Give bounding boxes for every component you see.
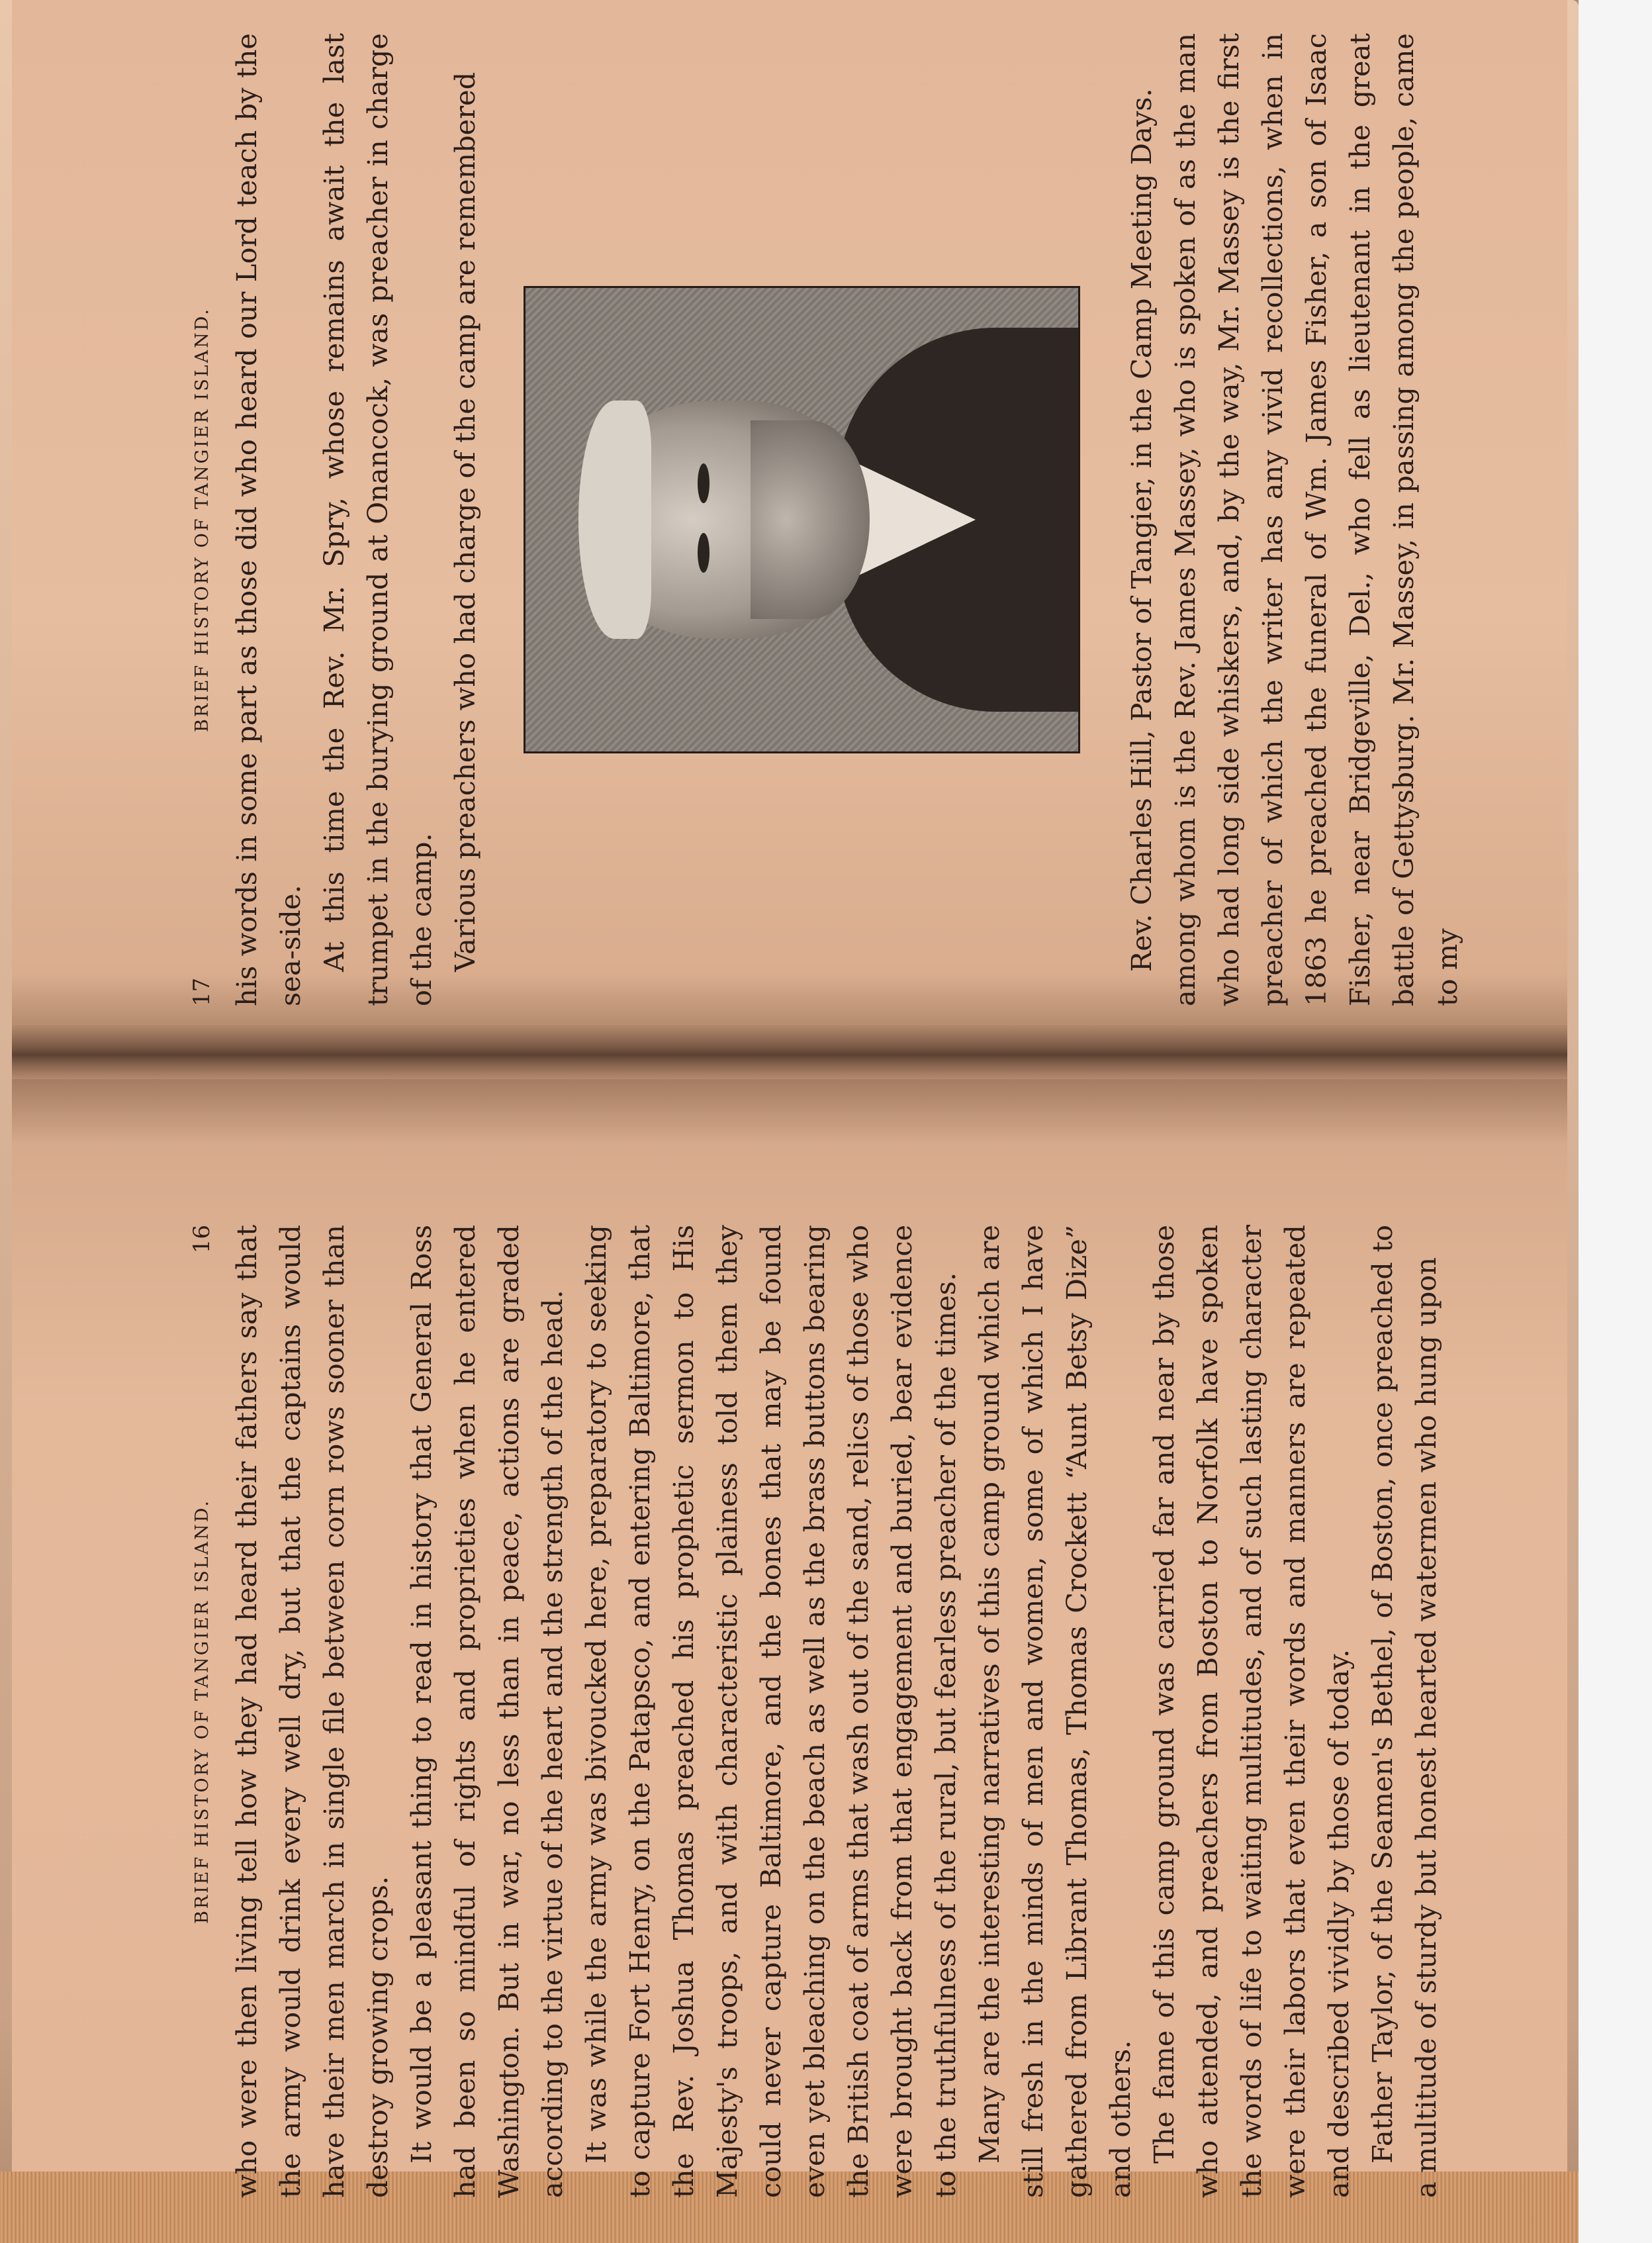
paragraph: Many are the interesting narratives of this camp ground which are still fresh in the minds of men and women, some of which I have gathered from Librant Thomas, Thomas Crockett “Aunt Betsy Dize” and others.: [973, 1225, 1136, 2198]
paragraph: Father Taylor, of the Seamen's Bethel, of Boston, once preached to a multitude of sturdy but honest hearted watermen who hung upon: [1366, 1225, 1442, 2198]
portrait-beard: [751, 420, 870, 619]
page-number: 16: [189, 1225, 215, 1254]
running-title: BRIEF HISTORY OF TANGIER ISLAND.: [191, 307, 212, 733]
page-16-body: [225, 1225, 1448, 2198]
paragraph: his words in some part as those did who heard our Lord teach by the sea-side.: [230, 33, 306, 1006]
page-16-text-block: [179, 1225, 1635, 2198]
paragraph: who were then living tell how they had heard their fathers say that the army would drink every well dry, but that the captains would have their men march in single file between corn rows sooner than destroy growing crops.: [230, 1225, 394, 2198]
running-head-16: [179, 1225, 225, 2198]
page-17-text-block: [179, 33, 1635, 1006]
paragraph: At this time the Rev. Mr. Spry, whose remains await the last trumpet in the burying ground at Onancock, was preacher in charge of the camp.: [318, 33, 437, 1006]
paragraph: The fame of this camp ground was carried far and near by those who attended, and preachers from Boston to Norfolk have spoken the words of life to waiting multitudes, and of such lasting character were their labors that even their words and manners are repeated and described vividly by those of today.: [1148, 1225, 1355, 2198]
paragraph: It would be a pleasant thing to read in history that General Ross had been so mindful of rights and proprieties when he entered Washington. But in war, no less than in peace, actions are graded according to the virtue of the heart and the strength of the head.: [405, 1225, 569, 2198]
running-head-17: [179, 33, 225, 1006]
paragraph: among whom is the Rev. James Massey, who is spoken of as the man who had long side whiskers, and, by the way, Mr. Massey is the first preacher of which the writer has any vivid recollections, when in 1863 he preached the funeral of Wm. James Fisher, a son of Isaac Fisher, near Bridgeville, Del., who fell as lieutenant in the great battle of Gettysburg. Mr. Massey, in passing among the people, came to my: [1169, 33, 1463, 1006]
portrait-photo: [524, 286, 1080, 753]
page-number: 17: [189, 977, 215, 1006]
page-17-body: [225, 33, 1469, 1006]
photo-caption: Rev. Charles Hill, Pastor of Tangier, in the Camp Meeting Days.: [1125, 88, 1158, 972]
paragraph: It was while the army was bivoucked here, preparatory to seeking to capture Fort Henry, on the Patapsco, and entering Baltimore, that the Rev. Joshua Thomas preached his prophetic sermon to His Majesty's troops, and with characteristic plainess told them they could never capture Baltimore, and the bones that may be found even yet bleaching on the beach as well as the brass buttons bearing the British coat of arms that wash out of the sand, relics of those who were brought back from that engagement and buried, bear evidence to the truthfulness of the rural, but fearless preacher of the times.: [580, 1225, 962, 2198]
book-gutter: [12, 1025, 1567, 1079]
paragraph: Various preachers who had charge of the camp are remembered: [449, 72, 481, 972]
running-title: BRIEF HISTORY OF TANGIER ISLAND.: [191, 1498, 212, 1925]
